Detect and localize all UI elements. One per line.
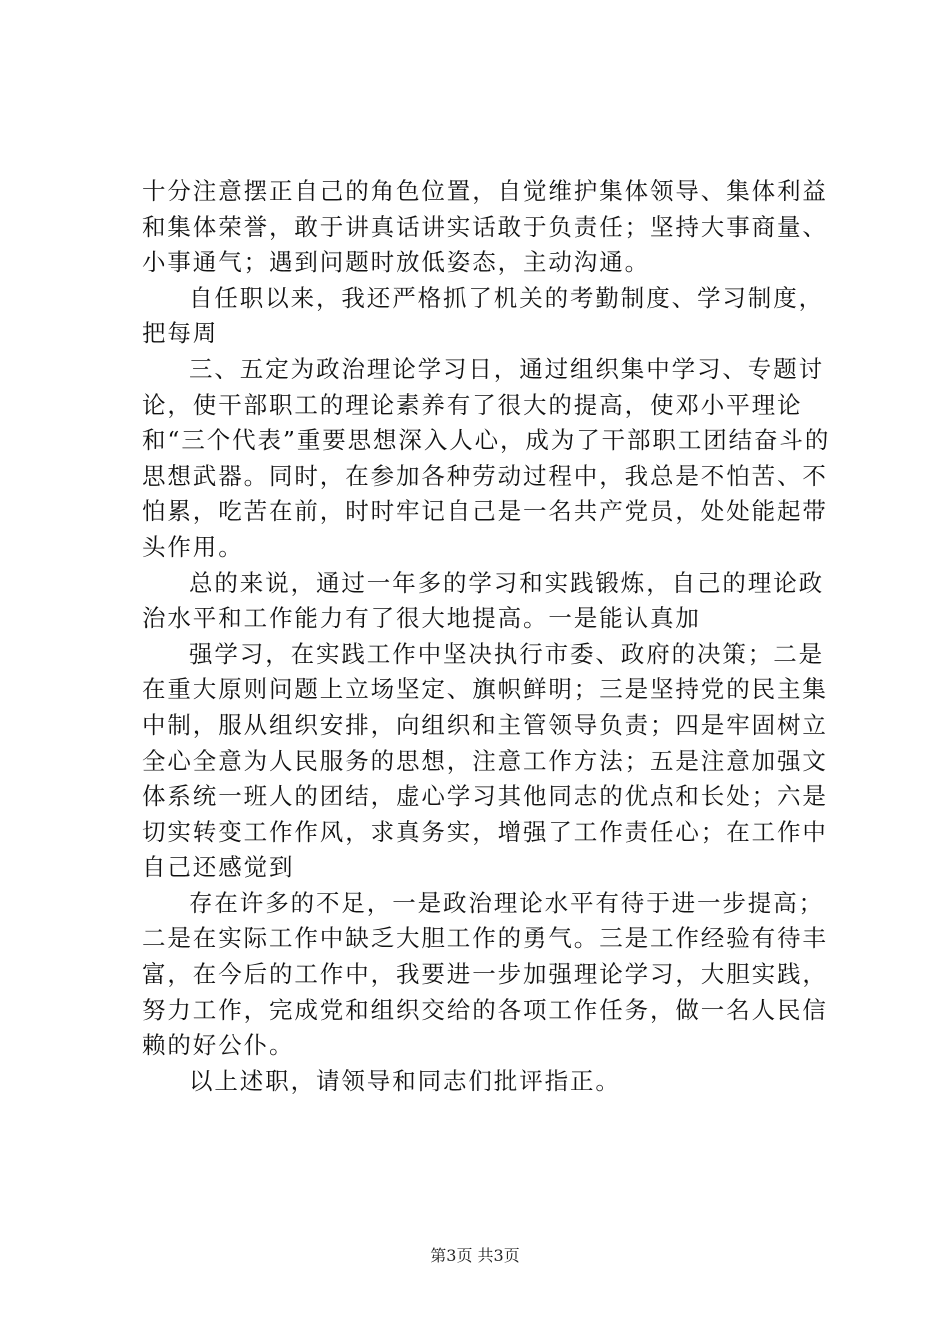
paragraph-1: 十分注意摆正自己的角色位置，自觉维护集体领导、集体利益和集体荣誉，敢于讲真话讲实话敢于负责任；坚持大事商量、小事通气；遇到问题时放低姿态，主动沟通。: [142, 177, 828, 277]
paragraph-3: 三、五定为政治理论学习日，通过组织集中学习、专题讨论，使干部职工的理论素养有了很大的提高，使邓小平理论和“三个代表”重要思想深入人心，成为了干部职工团结奋斗的思想武器。同时，在参加各种劳动过程中，我总是不怕苦、不怕累，吃苦在前，时时牢记自己是一名共产党员，处处能起带头作用。: [142, 354, 831, 561]
paragraph-7: 以上述职，请领导和同志们批评指正。: [189, 1066, 621, 1095]
page-footer: [0, 1246, 950, 1266]
paragraph-4: 总的来说，通过一年多的学习和实践锻炼，自己的理论政治水平和工作能力有了很大地提高。一是能认真加: [142, 568, 824, 633]
paragraph-5: 强学习，在实践工作中坚决执行市委、政府的决策；二是在重大原则问题上立场坚定、旗帜鲜明；三是坚持党的民主集中制，服从组织安排，向组织和主管领导负责；四是牢固树立全心全意为人民服务的思想，注意工作方法；五是注意加强文体系统一班人的团结，虚心学习其他同志的优点和长处；六是切实转变工作作风，求真务实，增强了工作责任心；在工作中自己还感觉到: [142, 639, 828, 882]
page-number-label: 第3页 共3页: [430, 1246, 520, 1265]
paragraph-2: 自任职以来，我还严格抓了机关的考勤制度、学习制度，把每周: [142, 283, 824, 348]
document-body: [142, 174, 832, 1099]
paragraph-6: 存在许多的不足，一是政治理论水平有待于进一步提高；二是在实际工作中缺乏大胆工作的勇气。三是工作经验有待丰富，在今后的工作中，我要进一步加强理论学习，大胆实践，努力工作，完成党和组织交给的各项工作任务，做一名人民信赖的好公仆。: [142, 888, 828, 1060]
